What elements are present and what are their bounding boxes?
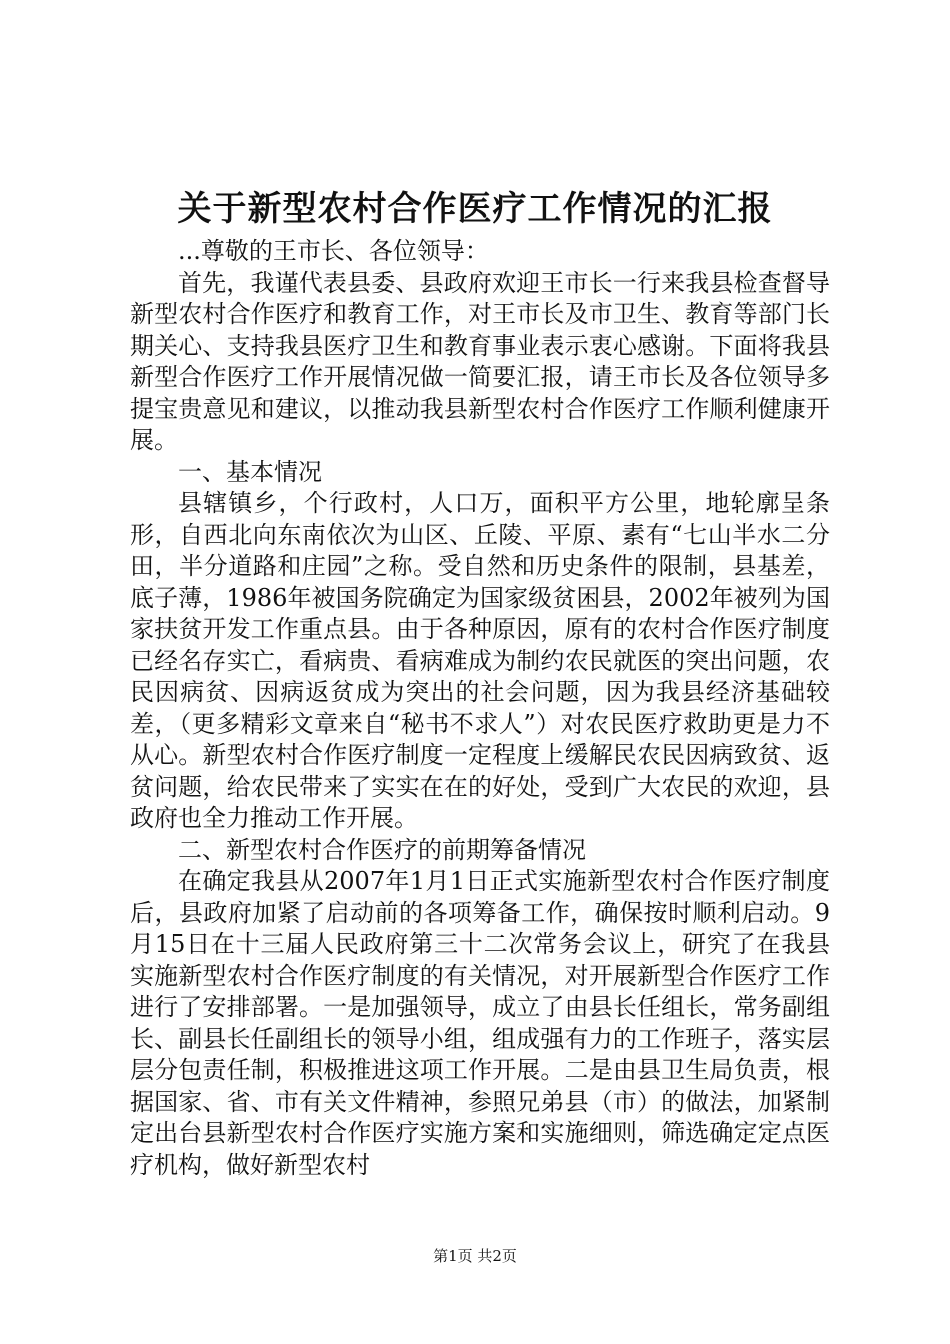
document-title: 关于新型农村合作医疗工作情况的汇报 bbox=[177, 189, 773, 229]
preparation-paragraph: 在确定我县从2007年1月1日正式实施新型农村合作医疗制度后，县政府加紧了启动前的各项筹备工作，确保按时顺利启动。9月15日在十三届人民政府第三十二次常务会议上，研究了在我县实施新型农村合作医疗制度的有关情况，对开展新型合作医疗工作进行了安排部署。一是加强领导，成立了由县长任组长，常务副组长、副县长任副组长的领导小组，组成强有力的工作班子，落实层层分包责任制，积极推进这项工作开展。二是由县卫生局负责，根据国家、省、市有关文件精神，参照兄弟县（市）的做法，加紧制定出台县新型农村合作医疗实施方案和实施细则，筛选确定定点医疗机构，做好新型农村 bbox=[130, 867, 830, 1179]
page-footer: 第1页 共2页 bbox=[433, 1247, 517, 1265]
section-heading-preparation: 二、新型农村合作医疗的前期筹备情况 bbox=[178, 835, 586, 864]
intro-paragraph: 首先，我谨代表县委、县政府欢迎王市长一行来我县检查督导新型农村合作医疗和教育工作，对王市长及市卫生、教育等部门长期关心、支持我县医疗卫生和教育事业表示衷心感谢。下面将我县新型合作医疗工作开展情况做一简要汇报，请王市长及各位领导多提宝贵意见和建议，以推动我县新型农村合作医疗工作顺利健康开展。 bbox=[130, 268, 830, 454]
basic-situation-paragraph: 县辖镇乡，个行政村，人口万，面积平方公里，地轮廓呈条形，自西北向东南依次为山区、丘陵、平原、素有“七山半水二分田，半分道路和庄园”之称。受自然和历史条件的限制，县基差，底子薄，1986年被国务院确定为国家级贫困县，2002年被列为国家扶贫开发工作重点县。由于各种原因，原有的农村合作医疗制度已经名存实亡，看病贵、看病难成为制约农民就医的突出问题，农民因病贫、因病返贫成为突出的社会问题，因为我县经济基础较差，（更多精彩文章来自“秘书不求人”）对农民医疗救助更是力不从心。新型农村合作医疗制度一定程度上缓解民农民因病致贫、返贫问题，给农民带来了实实在在的好处，受到广大农民的欢迎，县政府也全力推动工作开展。 bbox=[130, 489, 830, 832]
section-heading-basic-situation: 一、基本情况 bbox=[178, 457, 322, 486]
document-body bbox=[130, 236, 830, 1181]
salutation-paragraph: ...尊敬的王市长、各位领导： bbox=[178, 237, 489, 265]
